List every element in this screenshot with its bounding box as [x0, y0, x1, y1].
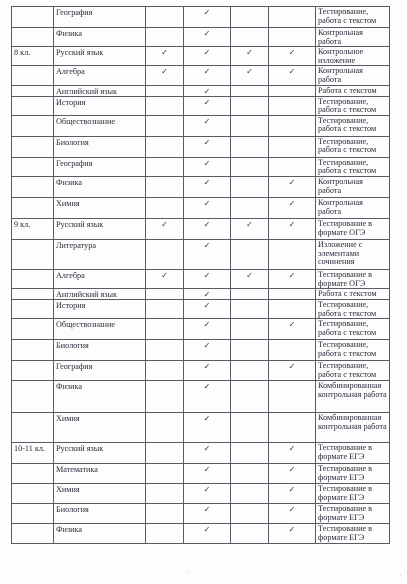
- subject-cell: История: [54, 96, 146, 115]
- mark-cell: [231, 85, 269, 96]
- scan-speck-icon: ·: [188, 568, 191, 576]
- mark-cell: [146, 443, 184, 464]
- mark-cell: [231, 115, 269, 136]
- grade-cell: [12, 269, 54, 288]
- table-row: [12, 413, 390, 443]
- grade-cell: [12, 300, 54, 319]
- assessment-form-cell: Тестирование, работа с текстом: [316, 361, 390, 381]
- checkmark-icon: ✓: [231, 66, 269, 85]
- mark-cell: [269, 239, 316, 269]
- mark-cell: [231, 28, 269, 47]
- mark-cell: [231, 413, 269, 443]
- table-row: [12, 484, 390, 504]
- checkmark-icon: ✓: [184, 47, 231, 66]
- mark-cell: [269, 136, 316, 157]
- checkmark-icon: ✓: [184, 269, 231, 288]
- mark-cell: [231, 340, 269, 361]
- table-row: [12, 66, 390, 85]
- mark-cell: [146, 136, 184, 157]
- assessment-form-cell: Контрольная работа: [316, 176, 390, 197]
- mark-cell: [146, 300, 184, 319]
- mark-cell: [146, 361, 184, 381]
- mark-cell: [269, 28, 316, 47]
- mark-cell: [146, 28, 184, 47]
- table-row: [12, 218, 390, 239]
- grade-cell: [12, 176, 54, 197]
- table-row: [12, 239, 390, 269]
- checkmark-icon: ✓: [184, 218, 231, 239]
- mark-cell: [269, 85, 316, 96]
- checkmark-icon: ✓: [184, 157, 231, 176]
- grade-cell: [12, 239, 54, 269]
- assessment-form-cell: Тестирование, работа с текстом: [316, 96, 390, 115]
- table-row: [12, 269, 390, 288]
- assessment-form-cell: Тестирование, работа с текстом: [316, 7, 390, 28]
- assessment-form-cell: Контрольное изложение: [316, 47, 390, 66]
- mark-cell: [146, 197, 184, 218]
- mark-cell: [146, 413, 184, 443]
- grade-cell: [12, 319, 54, 340]
- subject-cell: Химия: [54, 413, 146, 443]
- mark-cell: [146, 85, 184, 96]
- assessment-form-cell: Тестирование, работа с текстом: [316, 136, 390, 157]
- mark-cell: [146, 157, 184, 176]
- checkmark-icon: ✓: [231, 47, 269, 66]
- grade-cell: [12, 381, 54, 413]
- checkmark-icon: ✓: [184, 85, 231, 96]
- checkmark-icon: ✓: [184, 176, 231, 197]
- mark-cell: [231, 289, 269, 300]
- checkmark-icon: ✓: [184, 464, 231, 484]
- mark-cell: [269, 96, 316, 115]
- table-row: [12, 28, 390, 47]
- subject-cell: Биология: [54, 340, 146, 361]
- checkmark-icon: ✓: [269, 484, 316, 504]
- checkmark-icon: ✓: [269, 504, 316, 524]
- checkmark-icon: ✓: [231, 218, 269, 239]
- checkmark-icon: ✓: [269, 269, 316, 288]
- table-row: [12, 464, 390, 484]
- checkmark-icon: ✓: [231, 269, 269, 288]
- mark-cell: [231, 239, 269, 269]
- assessment-form-cell: Комбинированная контрольная работа: [316, 413, 390, 443]
- checkmark-icon: ✓: [184, 136, 231, 157]
- checkmark-icon: ✓: [184, 524, 231, 544]
- checkmark-icon: ✓: [184, 239, 231, 269]
- grade-cell: [12, 340, 54, 361]
- table-row: [12, 300, 390, 319]
- checkmark-icon: ✓: [269, 524, 316, 544]
- mark-cell: [269, 115, 316, 136]
- grade-cell: 9 кл.: [12, 218, 54, 239]
- grade-cell: [12, 96, 54, 115]
- mark-cell: [146, 239, 184, 269]
- table-row: [12, 176, 390, 197]
- checkmark-icon: ✓: [184, 197, 231, 218]
- checkmark-icon: ✓: [184, 96, 231, 115]
- subject-cell: История: [54, 300, 146, 319]
- mark-cell: [231, 300, 269, 319]
- checkmark-icon: ✓: [146, 269, 184, 288]
- subject-cell: Русский язык: [54, 47, 146, 66]
- grade-cell: [12, 7, 54, 28]
- mark-cell: [231, 96, 269, 115]
- table-row: [12, 361, 390, 381]
- subject-cell: Биология: [54, 136, 146, 157]
- table-row: [12, 381, 390, 413]
- grade-cell: 8 кл.: [12, 47, 54, 66]
- checkmark-icon: ✓: [269, 197, 316, 218]
- table-row: [12, 85, 390, 96]
- mark-cell: [146, 504, 184, 524]
- table-row: [12, 115, 390, 136]
- subject-cell: Алгебра: [54, 66, 146, 85]
- checkmark-icon: ✓: [269, 464, 316, 484]
- checkmark-icon: ✓: [269, 66, 316, 85]
- checkmark-icon: ✓: [184, 443, 231, 464]
- mark-cell: [146, 340, 184, 361]
- mark-cell: [269, 157, 316, 176]
- checkmark-icon: ✓: [146, 218, 184, 239]
- checkmark-icon: ✓: [269, 176, 316, 197]
- mark-cell: [231, 381, 269, 413]
- grade-cell: [12, 157, 54, 176]
- checkmark-icon: ✓: [184, 66, 231, 85]
- subject-cell: Русский язык: [54, 218, 146, 239]
- checkmark-icon: ✓: [146, 66, 184, 85]
- mark-cell: [269, 381, 316, 413]
- mark-cell: [231, 157, 269, 176]
- mark-cell: [146, 381, 184, 413]
- mark-cell: [146, 464, 184, 484]
- mark-cell: [146, 524, 184, 544]
- grade-cell: [12, 28, 54, 47]
- mark-cell: [231, 504, 269, 524]
- checkmark-icon: ✓: [184, 381, 231, 413]
- subject-cell: Алгебра: [54, 269, 146, 288]
- mark-cell: [231, 7, 269, 28]
- mark-cell: [231, 464, 269, 484]
- mark-cell: [146, 289, 184, 300]
- mark-cell: [146, 7, 184, 28]
- table-row: [12, 524, 390, 544]
- grade-cell: [12, 413, 54, 443]
- table-body: [12, 7, 390, 544]
- mark-cell: [231, 197, 269, 218]
- grade-cell: [12, 289, 54, 300]
- mark-cell: [231, 319, 269, 340]
- mark-cell: [231, 176, 269, 197]
- subject-cell: Русский язык: [54, 443, 146, 464]
- table-row: [12, 197, 390, 218]
- subject-cell: Физика: [54, 524, 146, 544]
- assessment-form-cell: Тестирование в формате ОГЭ: [316, 269, 390, 288]
- assessment-form-cell: Тестирование, работа с текстом: [316, 319, 390, 340]
- checkmark-icon: ✓: [184, 504, 231, 524]
- subject-cell: Литература: [54, 239, 146, 269]
- grade-cell: [12, 115, 54, 136]
- mark-cell: [269, 413, 316, 443]
- assessment-form-cell: Изложение с элементами сочинения: [316, 239, 390, 269]
- subject-cell: География: [54, 157, 146, 176]
- assessment-form-cell: Тестирование в формате ЕГЭ: [316, 504, 390, 524]
- checkmark-icon: ✓: [184, 484, 231, 504]
- mark-cell: [269, 300, 316, 319]
- mark-cell: [231, 524, 269, 544]
- subject-cell: Английский язык: [54, 289, 146, 300]
- assessment-schedule-table: [11, 6, 390, 544]
- grade-cell: [12, 504, 54, 524]
- subject-cell: Химия: [54, 484, 146, 504]
- assessment-form-cell: Работа с текстом: [316, 289, 390, 300]
- mark-cell: [231, 136, 269, 157]
- checkmark-icon: ✓: [146, 47, 184, 66]
- mark-cell: [269, 340, 316, 361]
- subject-cell: Биология: [54, 504, 146, 524]
- checkmark-icon: ✓: [184, 7, 231, 28]
- checkmark-icon: ✓: [269, 319, 316, 340]
- mark-cell: [146, 176, 184, 197]
- table-row: [12, 340, 390, 361]
- table-row: [12, 289, 390, 300]
- grade-cell: [12, 85, 54, 96]
- subject-cell: География: [54, 7, 146, 28]
- mark-cell: [231, 484, 269, 504]
- assessment-form-cell: Тестирование, работа с текстом: [316, 300, 390, 319]
- checkmark-icon: ✓: [184, 413, 231, 443]
- table-row: [12, 47, 390, 66]
- mark-cell: [231, 443, 269, 464]
- checkmark-icon: ✓: [184, 28, 231, 47]
- table-row: [12, 7, 390, 28]
- table-row: [12, 443, 390, 464]
- mark-cell: [231, 361, 269, 381]
- assessment-form-cell: Контрольная работа: [316, 197, 390, 218]
- checkmark-icon: ✓: [269, 361, 316, 381]
- checkmark-icon: ✓: [269, 443, 316, 464]
- mark-cell: [269, 289, 316, 300]
- assessment-form-cell: Контрольная работа: [316, 66, 390, 85]
- grade-cell: [12, 361, 54, 381]
- mark-cell: [146, 115, 184, 136]
- assessment-form-cell: Тестирование в формате ЕГЭ: [316, 484, 390, 504]
- assessment-form-cell: Тестирование, работа с текстом: [316, 115, 390, 136]
- checkmark-icon: ✓: [184, 361, 231, 381]
- mark-cell: [146, 319, 184, 340]
- grade-cell: [12, 136, 54, 157]
- grade-cell: [12, 524, 54, 544]
- assessment-form-cell: Тестирование в формате ЕГЭ: [316, 443, 390, 464]
- subject-cell: Физика: [54, 381, 146, 413]
- table-row: [12, 96, 390, 115]
- page-mark-icon: ·: [399, 572, 402, 580]
- subject-cell: Обществознание: [54, 319, 146, 340]
- table-row: [12, 504, 390, 524]
- assessment-form-cell: Тестирование, работа с текстом: [316, 340, 390, 361]
- assessment-form-cell: Тестирование в формате ЕГЭ: [316, 464, 390, 484]
- subject-cell: Физика: [54, 28, 146, 47]
- grade-cell: [12, 66, 54, 85]
- checkmark-icon: ✓: [184, 289, 231, 300]
- assessment-form-cell: Тестирование, работа с текстом: [316, 157, 390, 176]
- checkmark-icon: ✓: [184, 300, 231, 319]
- subject-cell: География: [54, 361, 146, 381]
- checkmark-icon: ✓: [184, 115, 231, 136]
- table-row: [12, 157, 390, 176]
- checkmark-icon: ✓: [184, 319, 231, 340]
- assessment-form-cell: Комбинированная контрольная работа: [316, 381, 390, 413]
- assessment-form-cell: Тестирование в формате ЕГЭ: [316, 524, 390, 544]
- grade-cell: [12, 197, 54, 218]
- mark-cell: [146, 484, 184, 504]
- grade-cell: 10-11 кл.: [12, 443, 54, 464]
- grade-cell: [12, 464, 54, 484]
- assessment-form-cell: Тестирование в формате ОГЭ: [316, 218, 390, 239]
- table-row: [12, 319, 390, 340]
- subject-cell: Английский язык: [54, 85, 146, 96]
- subject-cell: Обществознание: [54, 115, 146, 136]
- mark-cell: [269, 7, 316, 28]
- checkmark-icon: ✓: [269, 218, 316, 239]
- grade-cell: [12, 484, 54, 504]
- checkmark-icon: ✓: [269, 47, 316, 66]
- assessment-form-cell: Работа с текстом: [316, 85, 390, 96]
- checkmark-icon: ✓: [184, 340, 231, 361]
- mark-cell: [146, 96, 184, 115]
- subject-cell: Физика: [54, 176, 146, 197]
- table-row: [12, 136, 390, 157]
- assessment-form-cell: Контрольная работа: [316, 28, 390, 47]
- subject-cell: Химия: [54, 197, 146, 218]
- subject-cell: Математика: [54, 464, 146, 484]
